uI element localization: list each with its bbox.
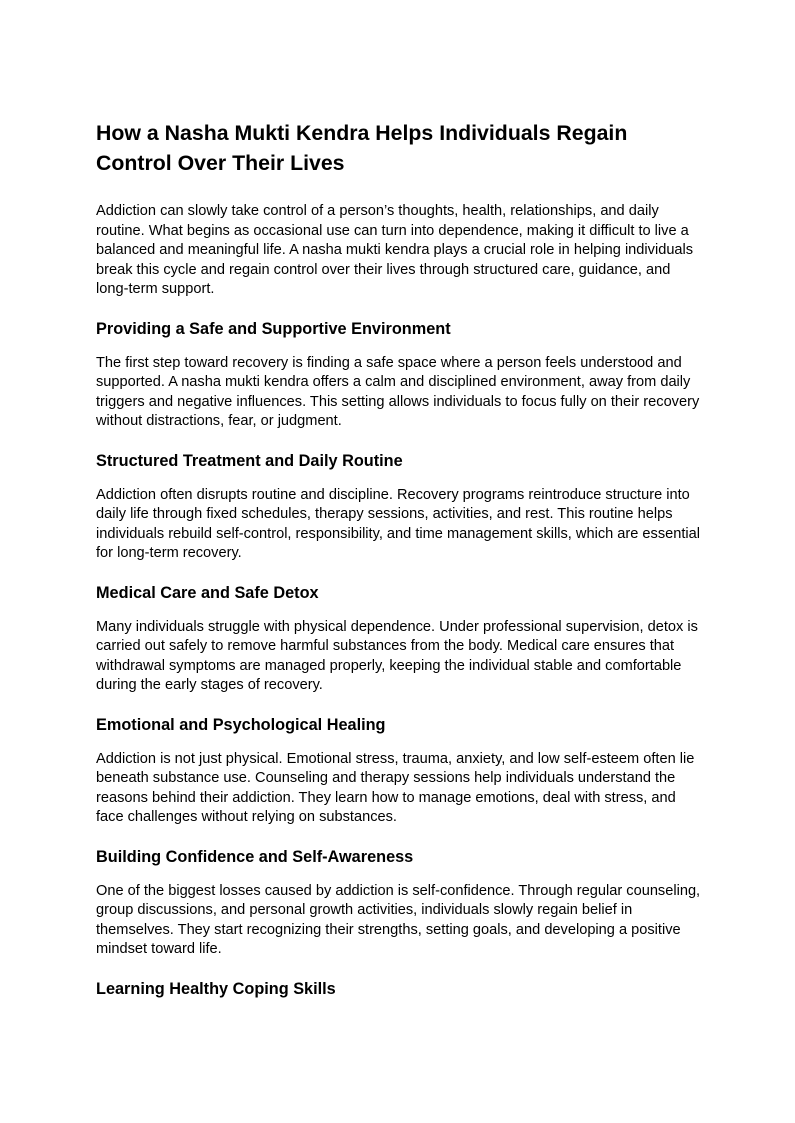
- intro-paragraph: Addiction can slowly take control of a person’s thoughts, health, relationships, and daily routine. What begins as occasional use can turn into dependence, making it difficult to live a balanced and meaningful life. A nasha mukti kendra plays a crucial role in helping individuals break this cycle and regain control over their lives through structured care, guidance, and long-term support.: [96, 203, 694, 297]
- section-body-medical-care: Many individuals struggle with physical dependence. Under professional supervision, detox is carried out safely to remove harmful substances from the body. Medical care ensures that withdrawal symptoms are managed properly, keeping the individual stable and comfortable during the early stages of recovery.: [96, 618, 698, 693]
- section-body-emotional-healing: Addiction is not just physical. Emotional stress, trauma, anxiety, and low self-esteem often lie beneath substance use. Counseling and therapy sessions help individuals understand the reasons behind their addiction. They learn how to manage emotions, deal with stress, and face challenges without relying on substances.: [96, 750, 695, 825]
- document-page: [96, 118, 706, 1014]
- section-body-structured-treatment: Addiction often disrupts routine and discipline. Recovery programs reintroduce structure into daily life through fixed schedules, therapy sessions, activities, and rest. This routine helps individuals rebuild self-control, responsibility, and time management skills, which are essential for long-term recovery.: [96, 486, 701, 561]
- section-heading-confidence: Building Confidence and Self-Awareness: [96, 847, 414, 866]
- section-heading-medical-care: Medical Care and Safe Detox: [96, 583, 319, 602]
- section-heading-emotional-healing: Emotional and Psychological Healing: [96, 715, 386, 734]
- page-title: How a Nasha Mukti Kendra Helps Individuals Regain Control Over Their Lives: [96, 121, 628, 175]
- section-heading-structured-treatment: Structured Treatment and Daily Routine: [96, 451, 403, 470]
- section-body-confidence: One of the biggest losses caused by addiction is self-confidence. Through regular counseling, group discussions, and personal growth activities, individuals slowly regain belief in themselves. They start recognizing their strengths, setting goals, and developing a positive mindset toward life.: [96, 882, 701, 957]
- section-body-safe-environment: The first step toward recovery is finding a safe space where a person feels understood and supported. A nasha mukti kendra offers a calm and disciplined environment, away from daily triggers and negative influences. This setting allows individuals to focus fully on their recovery without distractions, fear, or judgment.: [96, 354, 700, 429]
- section-heading-coping-skills: Learning Healthy Coping Skills: [96, 979, 336, 998]
- section-heading-safe-environment: Providing a Safe and Supportive Environment: [96, 319, 451, 338]
